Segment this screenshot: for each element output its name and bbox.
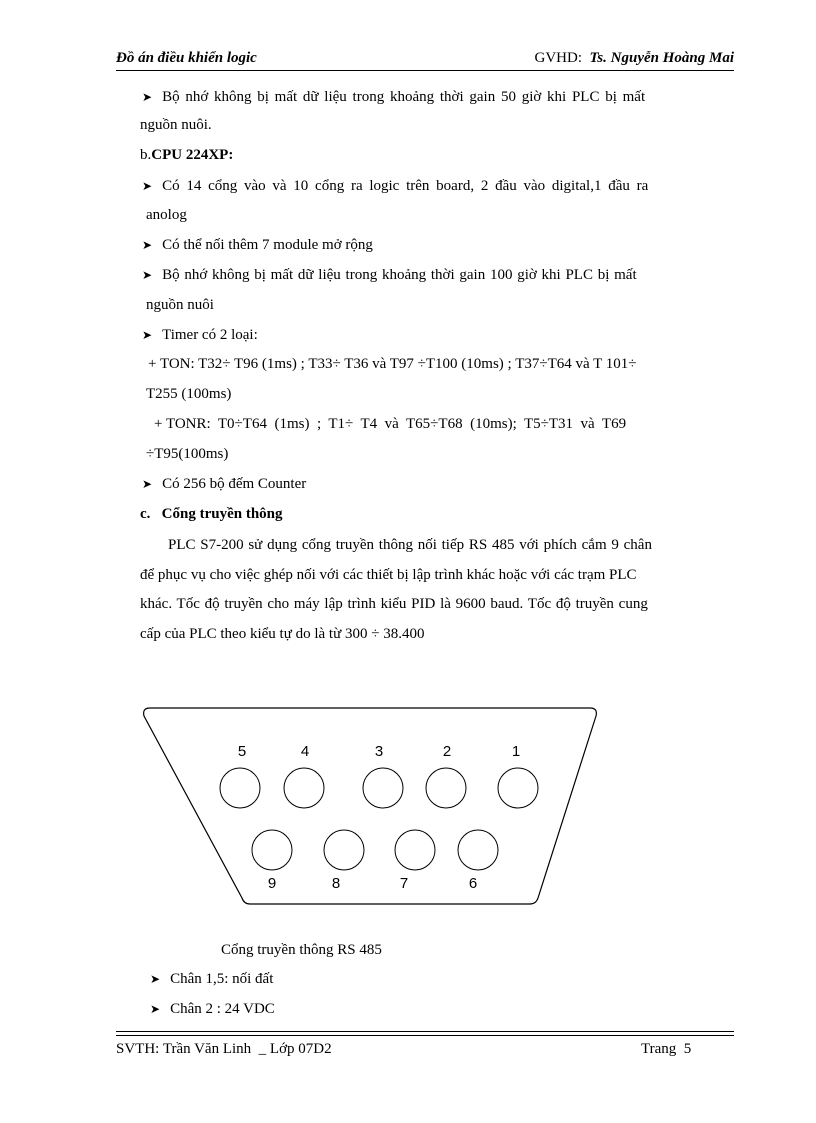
pin-label-1: 1 <box>511 743 521 760</box>
arrow-bullet-icon: ➤ <box>142 477 153 491</box>
pin-2-hole <box>426 768 466 808</box>
bullet-io: ➤ Có 14 cổng vào và 10 cổng ra logic trên board, 2 đầu vào digital,1 đầu ra <box>142 178 649 194</box>
bullet-memory-50h: ➤ Bộ nhớ không bị mất dữ liệu trong khoảng thời gain 50 giờ khi PLC bị mất <box>142 89 646 105</box>
paragraph-line-2: để phục vụ cho việc ghép nối với các thiết bị lập trình khác hoặc với các trạm PLC <box>140 567 637 583</box>
pin-9-hole <box>252 830 292 870</box>
footer-page-number: Trang 5 <box>641 1041 692 1057</box>
rs485-connector-diagram <box>130 700 620 910</box>
advisor-name: Ts. Nguyễn Hoàng Mai <box>589 50 734 66</box>
footer-student: SVTH: Trần Văn Linh _ Lớp 07D2 <box>116 1041 332 1057</box>
timer-ton: + TON: T32÷ T96 (1ms) ; T33÷ T36 và T97 ÷T100 (10ms) ; T37÷T64 và T 101÷ <box>148 356 637 372</box>
bullet-memory-100h: ➤ Bộ nhớ không bị mất dữ liệu trong khoảng thời gain 100 giờ khi PLC bị mất <box>142 267 637 283</box>
arrow-bullet-icon: ➤ <box>142 268 153 282</box>
timer-tonr: + TONR: T0÷T64 (1ms) ; T1÷ T4 và T65÷T68 (10ms); T5÷T31 và T69 <box>154 416 627 432</box>
pin-label-8: 8 <box>331 875 341 892</box>
line-continuation: ÷T95(100ms) <box>146 446 229 462</box>
note-pin-2: ➤ Chân 2 : 24 VDC <box>150 1001 275 1017</box>
section-c-heading: c. Cổng truyền thông <box>140 506 283 522</box>
bullet-counter: ➤ Có 256 bộ đếm Counter <box>142 476 307 492</box>
pin-label-3: 3 <box>374 743 384 760</box>
line-continuation: nguồn nuôi. <box>140 117 212 133</box>
pin-7-hole <box>395 830 435 870</box>
header-advisor <box>535 50 734 67</box>
line-continuation: nguồn nuôi <box>146 297 214 313</box>
pin-label-7: 7 <box>399 875 409 892</box>
paragraph-line-1: PLC S7-200 sử dụng cổng truyền thông nối tiếp RS 485 với phích cắm 9 chân <box>168 537 652 553</box>
pin-6-hole <box>458 830 498 870</box>
arrow-bullet-icon: ➤ <box>150 1002 161 1016</box>
pin-3-hole <box>363 768 403 808</box>
footer-rule-top <box>116 1031 734 1032</box>
section-b-heading: b.CPU 224XP: <box>140 147 234 163</box>
paragraph-line-3: khác. Tốc độ truyền cho máy lập trình kiểu PID là 9600 baud. Tốc độ truyền cung <box>140 596 648 612</box>
pin-5-hole <box>220 768 260 808</box>
pin-label-2: 2 <box>442 743 452 760</box>
header-title: Đồ án điều khiển logic <box>116 50 257 66</box>
arrow-bullet-icon: ➤ <box>142 90 153 104</box>
arrow-bullet-icon: ➤ <box>142 238 153 252</box>
top-pin-row <box>220 743 538 808</box>
pin-label-5: 5 <box>237 743 247 760</box>
connector-outline <box>144 708 597 904</box>
pin-label-9: 9 <box>267 875 277 892</box>
line-continuation: anolog <box>146 207 187 223</box>
note-pin-1-5: ➤ Chân 1,5: nối đất <box>150 971 274 987</box>
advisor-label: GVHD: <box>534 50 583 66</box>
pin-1-hole <box>498 768 538 808</box>
arrow-bullet-icon: ➤ <box>142 179 153 193</box>
paragraph-line-4: cấp của PLC theo kiểu tự do là từ 300 ÷ 38.400 <box>140 626 425 642</box>
bullet-modules: ➤ Có thể nối thêm 7 module mở rộng <box>142 237 373 253</box>
bullet-timer: ➤ Timer có 2 loại: <box>142 327 258 343</box>
pin-4-hole <box>284 768 324 808</box>
footer-rule-bottom <box>116 1035 734 1036</box>
pin-8-hole <box>324 830 364 870</box>
pin-label-6: 6 <box>468 875 478 892</box>
header-rule <box>116 70 734 71</box>
pin-label-4: 4 <box>300 743 310 760</box>
diagram-caption: Cổng truyền thông RS 485 <box>221 942 382 958</box>
line-continuation: T255 (100ms) <box>146 386 232 402</box>
bottom-pin-row <box>252 830 498 892</box>
arrow-bullet-icon: ➤ <box>142 328 153 342</box>
arrow-bullet-icon: ➤ <box>150 972 161 986</box>
